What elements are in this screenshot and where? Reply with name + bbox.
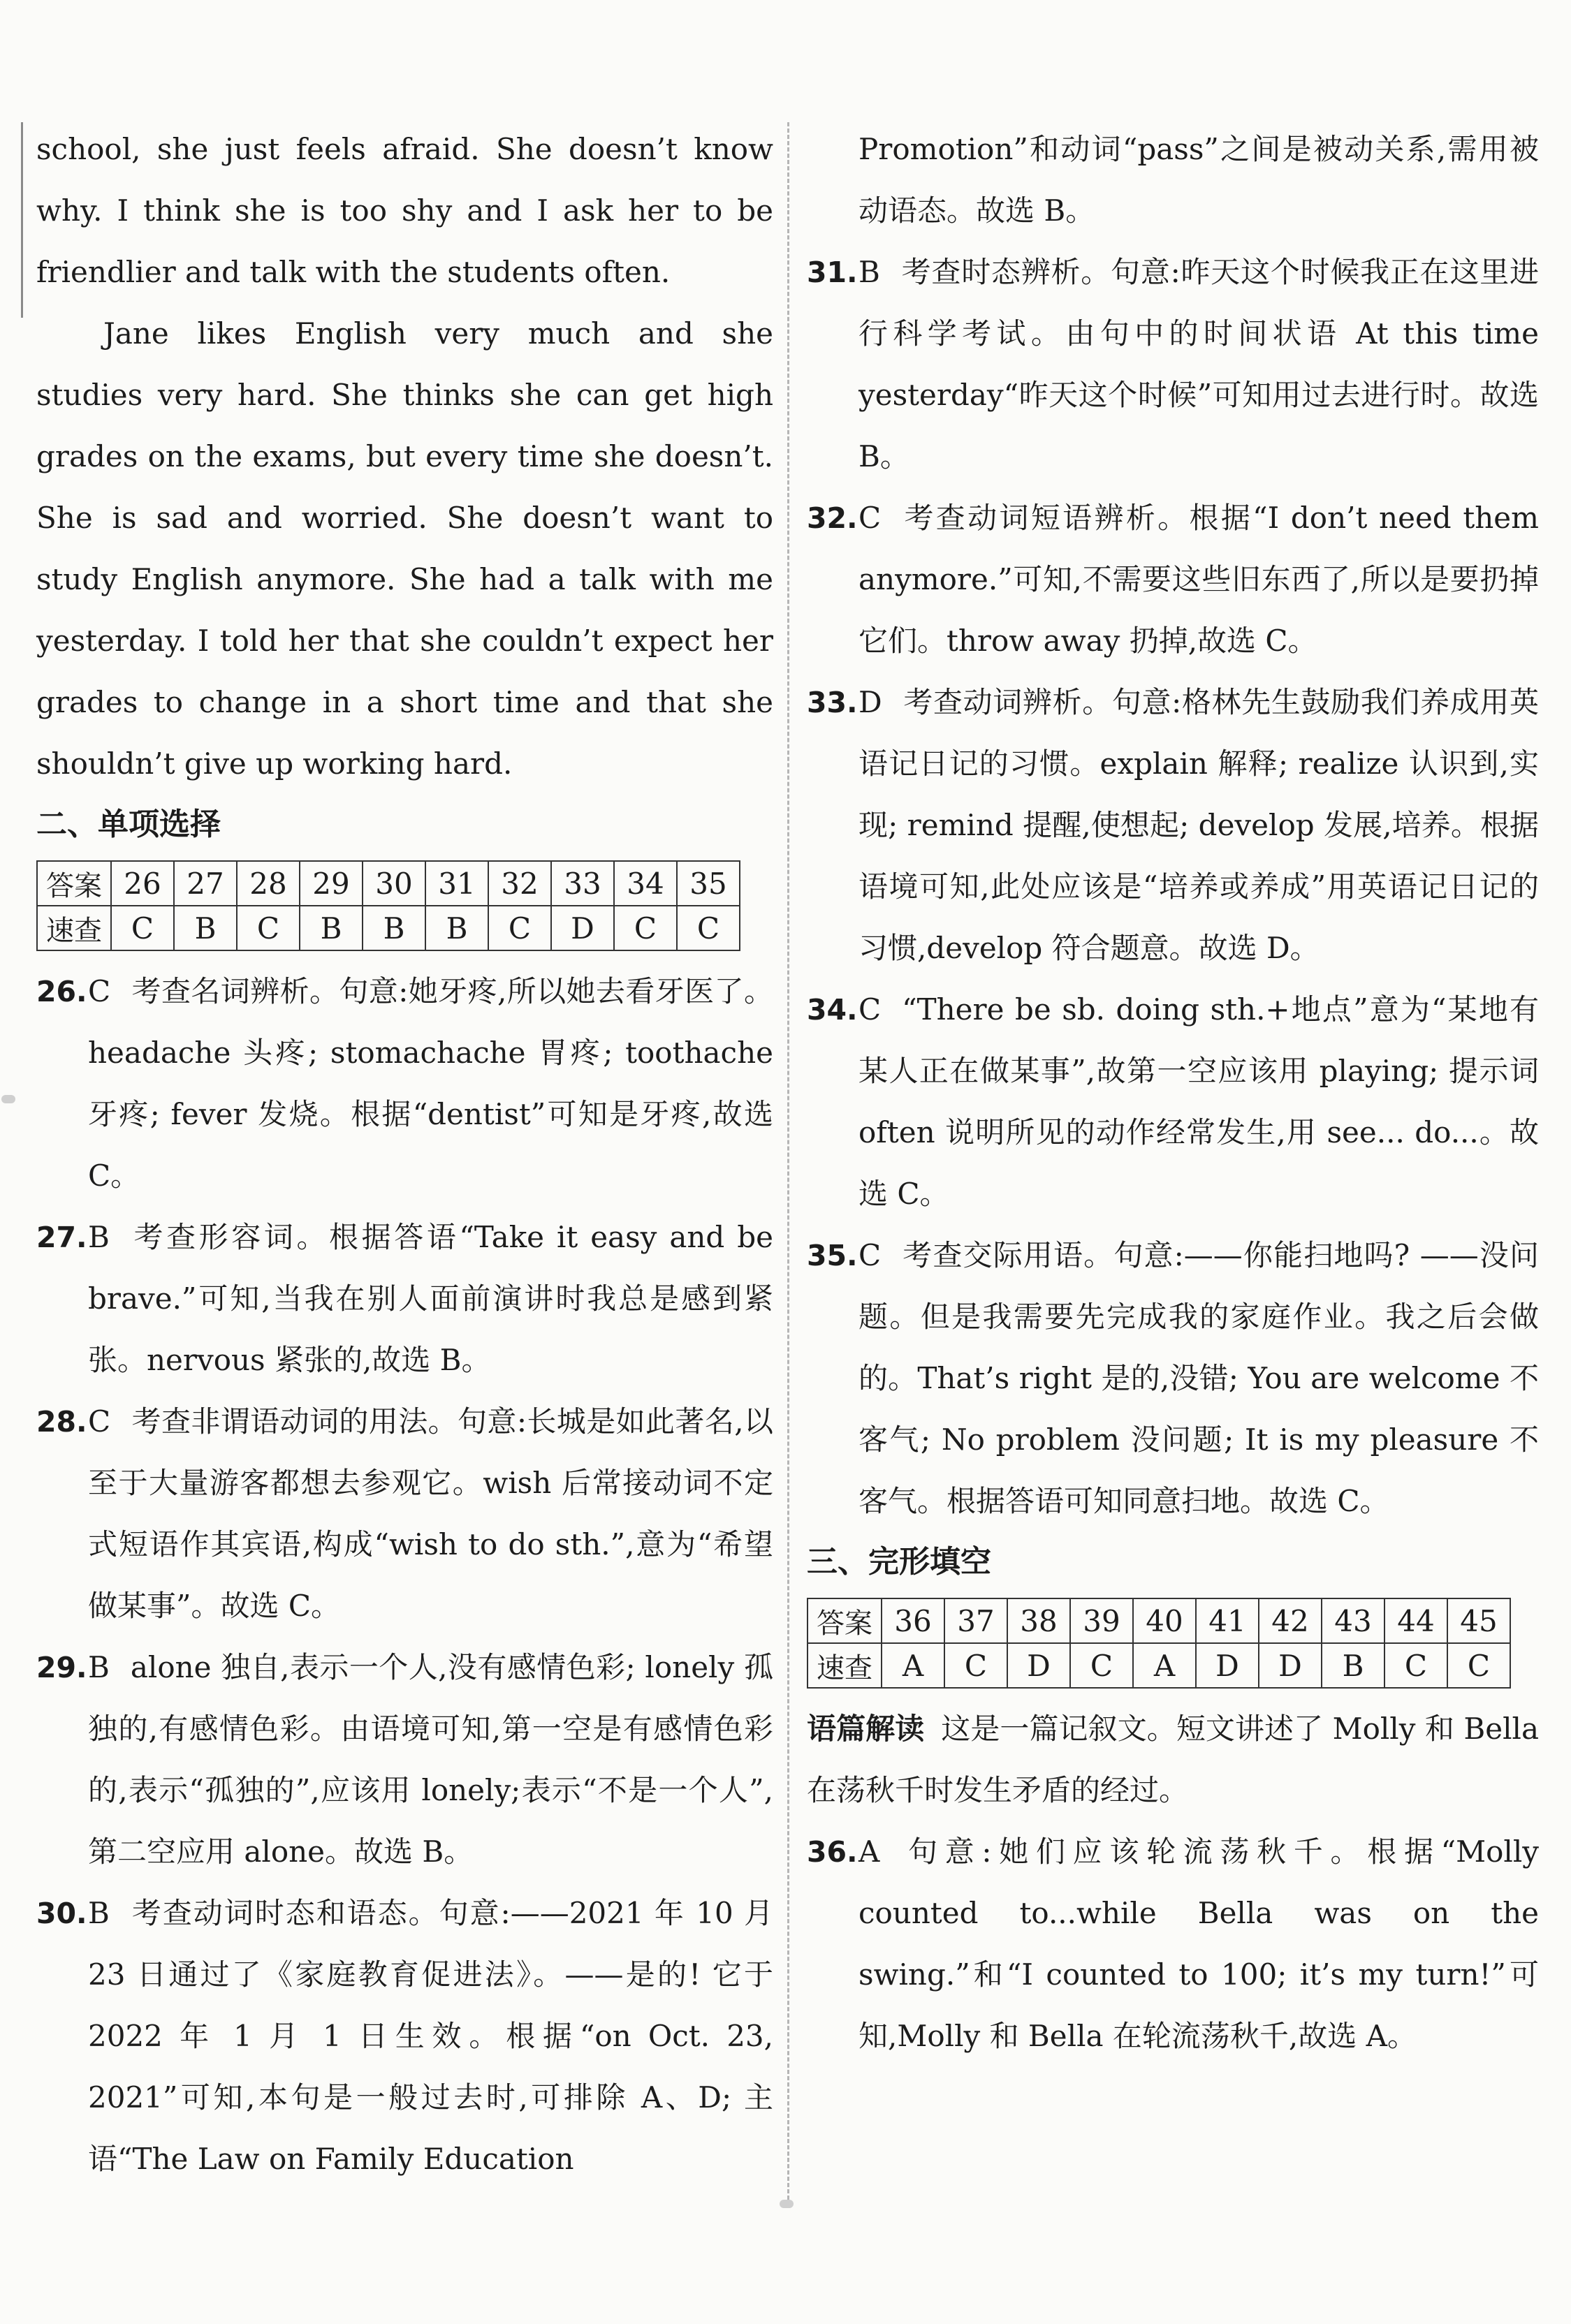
table-cell: 38 <box>1007 1598 1070 1643</box>
item-explanation: 考查非谓语动词的用法。句意:长城是如此著名,以至于大量游客都想去参观它。wish 后常接动词不定式短语作其宾语,构成“wish to do sth.”,意为“希望做某事”。故选 C。 <box>88 1404 773 1623</box>
item-explanation: 考查动词辨析。句意:格林先生鼓励我们养成用英语记日记的习惯。explain 解释; realize 认识到,实现; remind 提醒,使想起; develop 发展,培养。根据语境可知,此处应该是“培养或养成”用英语记日记的习惯,develop 符合题意。故选 D。 <box>858 685 1539 965</box>
reading-summary <box>807 1698 1539 1821</box>
table-cell: B <box>174 906 237 950</box>
reading-text: 这是一篇记叙文。短文讲述了 Molly 和 Bella 在荡秋千时发生矛盾的经过。 <box>807 1712 1539 1807</box>
answer-item-31 <box>807 242 1539 487</box>
item-explanation: 考查时态辨析。句意:昨天这个时候我正在这里进行科学考试。由句中的时间状语 At this time yesterday“昨天这个时候”可知用过去进行时。故选 B。 <box>858 255 1539 473</box>
item-answer: A <box>858 1834 880 1869</box>
item-number: 28. <box>36 1405 87 1439</box>
table-cell: 31 <box>425 861 488 906</box>
table-cell: 29 <box>300 861 363 906</box>
answer-item-30 <box>36 1883 773 2190</box>
item-number: 26. <box>36 975 87 1008</box>
passage-paragraph-2: Jane likes English very much and she studies very hard. She thinks she can get high grades on the exams, but every time she doesn’t. She is sad and worried. She doesn’t want to study English anymore. She had a talk with me yesterday. I told her that she couldn’t expect her grades to change in a short time and that she shouldn’t give up working hard. <box>36 316 773 781</box>
answer-table-36-45 <box>807 1598 1511 1689</box>
column-divider <box>787 122 789 2200</box>
item-number: 34. <box>807 993 858 1027</box>
item-number: 36. <box>807 1835 858 1869</box>
answer-item-30-continued <box>807 119 1539 242</box>
table-cell: 45 <box>1447 1598 1510 1643</box>
table-cell: 35 <box>677 861 740 906</box>
table-cell: 36 <box>882 1598 944 1643</box>
passage-paragraph-1: school, she just feels afraid. She doesn’t know why. I think she is too shy and I ask her to be friendlier and talk with the students often. <box>36 132 773 289</box>
table-cell: 42 <box>1259 1598 1322 1643</box>
table-cell: A <box>1133 1643 1196 1688</box>
table-cell: C <box>111 906 174 950</box>
table-cell: D <box>1196 1643 1259 1688</box>
section-title-cloze: 三、完形填空 <box>807 1544 991 1580</box>
item-answer: C <box>858 1238 882 1272</box>
item-answer: B <box>88 1650 110 1684</box>
table-cell: C <box>614 906 677 950</box>
right-column <box>807 119 1539 2067</box>
item-number: 29. <box>36 1651 87 1684</box>
table-cell: 28 <box>237 861 300 906</box>
table-cell: 34 <box>614 861 677 906</box>
table-cell: A <box>882 1643 944 1688</box>
table-cell: B <box>300 906 363 950</box>
item-number: 35. <box>807 1239 858 1272</box>
table-cell: C <box>488 906 551 950</box>
table-cell: B <box>363 906 425 950</box>
table-cell: 41 <box>1196 1598 1259 1643</box>
table-row-answers <box>37 906 740 950</box>
table-cell: 27 <box>174 861 237 906</box>
item-number: 33. <box>807 686 858 719</box>
table-cell: C <box>677 906 740 950</box>
table-cell: C <box>237 906 300 950</box>
item-answer: B <box>88 1896 110 1930</box>
item-answer: C <box>88 974 111 1008</box>
table-cell: 30 <box>363 861 425 906</box>
table-cell: B <box>1322 1643 1384 1688</box>
table-cell: B <box>425 906 488 950</box>
left-margin-bar <box>21 122 23 318</box>
table-cell: C <box>944 1643 1007 1688</box>
table-row-numbers <box>808 1598 1510 1643</box>
answer-item-35 <box>807 1225 1539 1532</box>
table-cell: 39 <box>1070 1598 1133 1643</box>
item-answer: B <box>88 1220 110 1254</box>
table-cell: 33 <box>551 861 614 906</box>
table-header-cell: 速查 <box>37 906 111 950</box>
item-explanation: 考查动词短语辨析。根据“I don’t need them anymore.”可知,不需要这些旧东西了,所以是要扔掉它们。throw away 扔掉,故选 C。 <box>858 501 1539 658</box>
item-explanation: “There be sb. doing sth.+地点”意为“某地有某人正在做某事”,故第一空应该用 playing; 提示词 often 说明所见的动作经常发生,用 see... do...。故选 C。 <box>858 992 1539 1211</box>
item-explanation: 考查形容词。根据答语“Take it easy and be brave.”可知,当我在别人面前演讲时我总是感到紧张。nervous 紧张的,故选 B。 <box>88 1220 773 1377</box>
item-number: 30. <box>36 1897 87 1930</box>
section-title-multiple-choice: 二、单项选择 <box>36 807 221 842</box>
answer-item-26 <box>36 961 773 1207</box>
table-header-cell: 速查 <box>808 1643 882 1688</box>
answer-item-27 <box>36 1207 773 1391</box>
table-cell: C <box>1070 1643 1133 1688</box>
answer-item-34 <box>807 979 1539 1225</box>
table-cell: 26 <box>111 861 174 906</box>
reading-label: 语篇解读 <box>807 1712 925 1746</box>
item-explanation: Promotion”和动词“pass”之间是被动关系,需用被动语态。故选 B。 <box>858 132 1539 228</box>
table-cell: C <box>1384 1643 1447 1688</box>
answer-item-36 <box>807 1821 1539 2067</box>
table-row-answers <box>808 1643 1510 1688</box>
table-cell: 37 <box>944 1598 1007 1643</box>
item-explanation: 考查动词时态和语态。句意:——2021 年 10 月 23 日通过了《家庭教育促进法》。——是的! 它于 2022 年 1 月 1 日生效。根据“on Oct. 23, 2021”可知,本句是一般过去时,可排除 A、D; 主语“The Law on Family Education <box>88 1896 773 2176</box>
item-answer: B <box>858 255 880 289</box>
table-header-cell: 答案 <box>808 1598 882 1643</box>
item-answer: C <box>858 992 882 1027</box>
table-cell: 32 <box>488 861 551 906</box>
table-header-cell: 答案 <box>37 861 111 906</box>
item-number: 27. <box>36 1221 87 1254</box>
answer-item-32 <box>807 487 1539 672</box>
table-cell: C <box>1447 1643 1510 1688</box>
answer-item-29 <box>36 1637 773 1883</box>
item-number: 31. <box>807 256 858 289</box>
table-cell: D <box>551 906 614 950</box>
table-cell: D <box>1007 1643 1070 1688</box>
item-answer: C <box>88 1404 111 1439</box>
left-column <box>36 119 773 2190</box>
scan-mark <box>780 2200 794 2208</box>
table-cell: 44 <box>1384 1598 1447 1643</box>
table-cell: 40 <box>1133 1598 1196 1643</box>
item-answer: D <box>858 685 882 719</box>
table-cell: 43 <box>1322 1598 1384 1643</box>
item-explanation: alone 独自,表示一个人,没有感情色彩; lonely 孤独的,有感情色彩。由语境可知,第一空是有感情色彩的,表示“孤独的”,应该用 lonely;表示“不是一个人”,第二空应用 alone。故选 B。 <box>88 1650 773 1869</box>
table-row-numbers <box>37 861 740 906</box>
item-explanation: 考查交际用语。句意:——你能扫地吗? ——没问题。但是我需要先完成我的家庭作业。我之后会做的。That’s right 是的,没错; You are welcome 不客气; No problem 没问题; It is my pleasure 不客气。根据答语可知同意扫地。故选 C。 <box>858 1238 1539 1518</box>
item-number: 32. <box>807 501 858 535</box>
item-answer: C <box>858 501 882 535</box>
answer-item-33 <box>807 672 1539 979</box>
answer-item-28 <box>36 1391 773 1637</box>
item-explanation: 句意:她们应该轮流荡秋千。根据“Molly counted to...while Bella was on the swing.”和“I counted to 100; it’s my turn!”可知,Molly 和 Bella 在轮流荡秋千,故选 A。 <box>858 1834 1539 2053</box>
answer-table-26-35 <box>36 860 740 951</box>
item-explanation: 考查名词辨析。句意:她牙疼,所以她去看牙医了。headache 头疼; stomachache 胃疼; toothache 牙疼; fever 发烧。根据“dentist”可知是牙疼,故选 C。 <box>88 974 773 1193</box>
table-cell: D <box>1259 1643 1322 1688</box>
scan-mark <box>1 1095 15 1103</box>
